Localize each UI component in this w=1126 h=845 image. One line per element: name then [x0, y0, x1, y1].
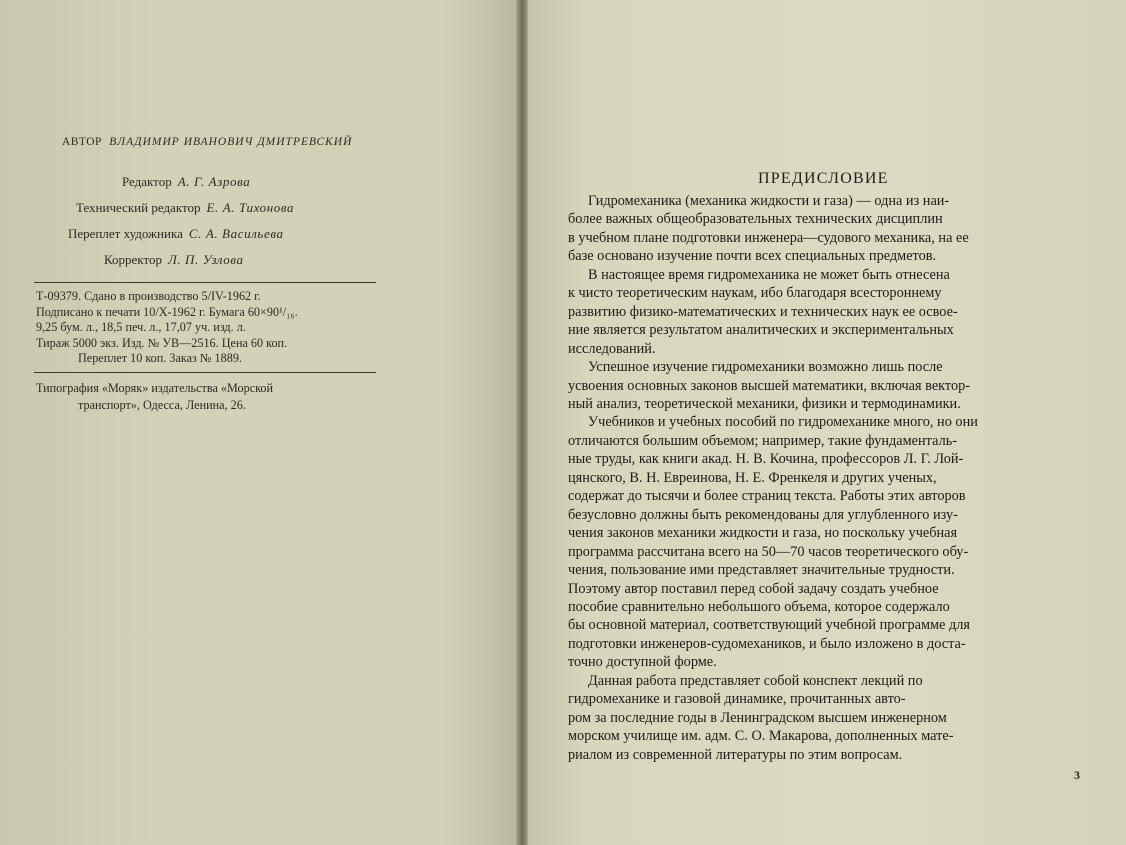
credit-name: С. А. Васильева — [188, 226, 284, 241]
credit-role: Переплет художника — [68, 226, 183, 241]
imprint-block — [36, 289, 376, 367]
imprint-top-rule — [34, 282, 376, 283]
printer-line: транспорт», Одесса, Ленина, 26. — [78, 398, 246, 412]
page-number: 3 — [1074, 768, 1080, 782]
text-line: Учебников и учебных пособий по гидромеханике много, но они — [588, 414, 978, 431]
author-name: ВЛАДИМИР ИВАНОВИЧ ДМИТРЕВСКИЙ — [109, 136, 353, 148]
printer-block — [36, 380, 376, 414]
credit-binding-artist — [68, 226, 284, 242]
credit-name: А. Г. Азрова — [177, 174, 251, 189]
author-line — [62, 136, 352, 148]
imprint-line: Т-09379. Сдано в производство 5/IV-1962 г. — [36, 289, 261, 303]
paragraph — [568, 672, 1100, 764]
paragraph — [568, 266, 1100, 358]
text-line: исследований. — [568, 340, 656, 357]
text-line: ром за последние годы в Ленинградском высшем инженерном — [568, 709, 947, 726]
text-line: отличаются большим объемом; например, такие фундаменталь- — [568, 432, 957, 449]
credit-name: Е. А. Тихонова — [206, 200, 295, 215]
text-line: более важных общеобразовательных технических дисциплин — [568, 211, 943, 228]
text-line: гидромеханике и газовой динамике, прочитанных авто- — [568, 691, 906, 708]
credit-proofreader — [104, 252, 244, 268]
credit-role: Корректор — [104, 252, 162, 267]
text-line: Гидромеханика (механика жидкости и газа) — одна из наи- — [588, 193, 950, 209]
paragraph — [568, 413, 1100, 671]
text-line: в учебном плане подготовки инженера—судового механика, на ее — [568, 229, 969, 246]
text-line: подготовки инженеров-судомехаников, и было изложено в доста- — [568, 635, 966, 652]
imprint-bottom-rule — [34, 372, 376, 373]
text-line: базе основано изучение почти всех специальных предметов. — [568, 248, 937, 265]
text-line: ные труды, как книги акад. Н. В. Кочина, профессоров Л. Г. Лой- — [568, 451, 964, 468]
text-line: Поэтому автор поставил перед собой задачу создать учебное — [568, 580, 939, 597]
text-line: бы основной материал, соответствующий учебной программе для — [568, 617, 970, 634]
paragraph — [568, 192, 1100, 266]
imprint-line: 9,25 бум. л., 18,5 печ. л., 17,07 уч. изд. л. — [36, 320, 246, 334]
printer-line: Типография «Моряк» издательства «Морской — [36, 381, 274, 395]
credit-editor — [122, 174, 250, 190]
text-line: безусловно должны быть рекомендованы для углубленного изу- — [568, 506, 958, 523]
text-line: морском училище им. адм. С. О. Макарова, дополненных мате- — [568, 728, 954, 745]
text-line: чения, пользование ими представляет значительные трудности. — [568, 562, 955, 579]
imprint-line: Переплет 10 коп. Заказ № 1889. — [78, 351, 242, 365]
text-line: усвоения основных законов высшей математики, включая вектор- — [568, 377, 971, 394]
text-line: точно доступной форме. — [568, 654, 717, 671]
preface-title: ПРЕДИСЛОВИЕ — [758, 170, 889, 187]
credit-tech-editor — [76, 200, 294, 216]
text-line: программа рассчитана всего на 50—70 часов теоретического обу- — [568, 543, 969, 560]
credit-role: Технический редактор — [76, 200, 201, 215]
text-line: ние является результатом аналитических и экспериментальных — [568, 322, 954, 339]
author-prefix: АВТОР — [62, 136, 102, 148]
text-line: пособие сравнительно небольшого объема, которое содержало — [568, 598, 950, 615]
left-page — [0, 0, 522, 845]
text-line: Успешное изучение гидромеханики возможно лишь после — [588, 359, 943, 376]
credit-role: Редактор — [122, 174, 172, 189]
text-line: к чисто теоретическим наукам, ибо благодаря всестороннему — [568, 285, 942, 302]
text-line: цянского, В. Н. Евреинова, Н. Е. Френкеля и других ученых, — [568, 469, 937, 486]
imprint-line: Подписано к печати 10/X-1962 г. Бумага 60×90¹/₁₆. — [36, 304, 298, 319]
paragraph — [568, 358, 1100, 413]
text-line: чения законов механики жидкости и газа, но поскольку учебная — [568, 525, 958, 542]
text-line: риалом из современной литературы по этим вопросам. — [568, 746, 903, 763]
text-line: развитию физико-математических и технических наук ее освое- — [568, 303, 958, 320]
right-page — [528, 0, 1126, 845]
text-line: Данная работа представляет собой конспект лекций по — [588, 672, 923, 689]
imprint-line: Тираж 5000 экз. Изд. № УВ—2516. Цена 60 коп. — [36, 335, 288, 350]
text-line: содержат до тысячи и более страниц текста. Работы этих авторов — [568, 488, 966, 505]
preface-body — [568, 192, 1100, 764]
text-line: ный анализ, теоретической механики, физики и термодинамики. — [568, 395, 961, 412]
credit-name: Л. П. Узлова — [167, 252, 244, 267]
text-line: В настоящее время гидромеханика не может быть отнесена — [588, 266, 950, 283]
